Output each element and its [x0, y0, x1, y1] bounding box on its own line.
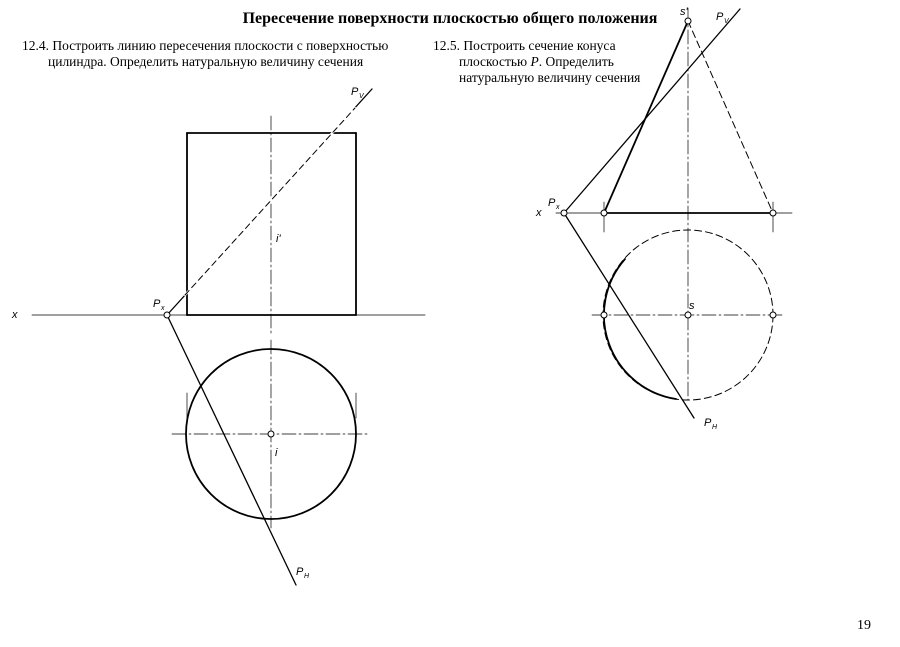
px-sub-label-2: x	[556, 204, 560, 211]
ph-label-2: P	[704, 417, 712, 429]
px-point-2	[561, 210, 567, 216]
plane-letter: P	[530, 54, 539, 69]
task-12-4-line-2: цилиндра. Определить натуральную величину сечения	[48, 54, 364, 69]
task-12-5-line-2a: плоскостью	[459, 54, 531, 69]
pv-label-1: P	[351, 86, 359, 98]
x-axis-label-1: x	[12, 309, 18, 321]
cylinder-figure	[32, 89, 425, 585]
px-label-2: P	[548, 197, 556, 209]
task-12-5-line-3: натуральную величину сечения	[459, 70, 641, 85]
axis-label-top: i	[275, 447, 278, 459]
task-12-4-line-1: 12.4. Построить линию пересечения плоскости с поверхностью	[22, 38, 389, 53]
apex-label-top: s	[689, 300, 695, 312]
page-number: 19	[857, 618, 871, 633]
base-point-left	[601, 210, 607, 216]
base-point-right	[770, 210, 776, 216]
pv-trace-2	[564, 9, 740, 213]
px-sub-label-1: x	[161, 305, 165, 312]
apex-point	[685, 18, 691, 24]
cone-base-circle-visible-arc	[604, 259, 676, 399]
x-axis-label-2: x	[536, 207, 542, 219]
apex-label-front: s'	[680, 6, 688, 18]
px-point-1	[164, 312, 170, 318]
ph-sub-label-2: H	[712, 424, 718, 431]
ph-sub-label-1: H	[304, 573, 310, 580]
ph-label-1: P	[296, 566, 304, 578]
ph-trace-2	[564, 213, 694, 418]
page-title: Пересечение поверхности плоскостью общего положения	[242, 10, 658, 27]
pv-sub-label-2: V	[724, 18, 729, 25]
task-12-5-line-1: 12.5. Построить сечение конуса	[433, 38, 616, 53]
center-point-s	[685, 312, 691, 318]
task-12-5-line-2c: . Определить	[538, 54, 614, 69]
px-label-1: P	[153, 298, 161, 310]
circle-point-left	[601, 312, 607, 318]
axis-label-front: i'	[276, 233, 281, 245]
pv-label-2: P	[716, 11, 724, 23]
cone-right-generator	[688, 21, 773, 213]
circle-point-right	[770, 312, 776, 318]
cone-figure	[556, 8, 792, 418]
center-point-i	[268, 431, 274, 437]
pv-sub-label-1: V	[359, 93, 364, 100]
